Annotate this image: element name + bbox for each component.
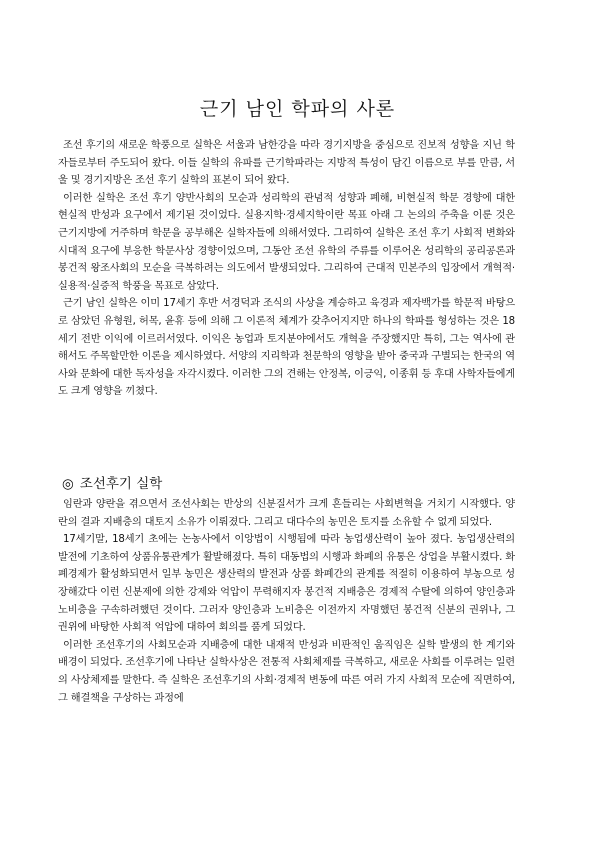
intro-body <box>58 137 515 401</box>
section-body <box>58 496 515 707</box>
paragraph: 이러한 실학은 조선 후기 양반사회의 모순과 성리학의 관념적 성향과 폐해, 비현실적 학문 경향에 대한 현실적 반성과 요구에서 제기된 것이었다. 실용지학·경세지학이란 목표 아래 그 논의의 주축을 이룬 것은 근기지방에 거주하며 학문을 공부해온 실학자들에 의해서였다. 그리하여 실학은 조선 후기 사회적 변화와 시대적 요구에 부응한 학문사상 경향이었으며, 그동안 조선 유학의 주류를 이루어온 성리학의 공리공론과 봉건적 왕조사회의 모순을 극복하려는 의도에서 발생되었다. 그리하여 근대적 민본주의 입장에서 개혁적·실용적·실증적 학풍을 목표로 삼았다. <box>58 192 515 292</box>
paragraph: 이러한 조선후기의 사회모순과 지배층에 대한 내재적 반성과 비판적인 움직임은 실학 발생의 한 계기와 배경이 되었다. 조선후기에 나타난 실학사상은 전통적 사회체제를 극복하고, 새로운 사회를 이루려는 일련의 사상체제를 말한다. 즉 실학은 조선후기의 사회·경제적 변동에 따른 여러 가지 사회적 모순에 직면하여, 그 해결책을 구상하는 과정에 <box>58 639 515 704</box>
paragraph: 17세기말, 18세기 초에는 논농사에서 이앙법이 시행됨에 따라 농업생산력이 높아 졌다. 농업생산력의 발전에 기초하여 상품유통관계가 활발해졌다. 특히 대동법의 시행과 화폐의 유통은 상업을 부활시켰다. 화폐경제가 활성화되면서 일부 농민은 생산력의 발전과 상품 화폐간의 관계를 적절히 이용하여 부농으로 성장해갔다 이런 신분제에 의한 강제와 억압이 무력해지자 봉건적 지배층은 경제적 수탈에 의하여 양인층과 노비층을 구속하려했던 것이다. 그러자 양인층과 노비층은 이전까지 자명했던 봉건적 신분의 권위나, 그 권위에 바탕한 사회적 억압에 대하여 회의를 품게 되었다. <box>58 534 515 634</box>
section-heading-text: 조선후기 실학 <box>79 476 163 492</box>
bullet-circle-icon: ◎ <box>62 476 74 492</box>
section-heading <box>62 472 162 492</box>
paragraph: 조선 후기의 새로운 학풍으로 실학은 서울과 남한강을 따라 경기지방을 중심으로 진보적 성향을 지닌 학자들로부터 주도되어 왔다. 이들 실학의 유파를 근기학파라는 지방적 특성이 담긴 이름으로 부를 만큼, 서울 및 경기지방은 조선 후기 실학의 표본이 되어 왔다. <box>58 140 515 187</box>
paragraph: 근기 남인 실학은 이미 17세기 후반 서경덕과 조식의 사상을 계승하고 육경과 제자백가를 학문적 바탕으로 삼았던 유형원, 허목, 윤휴 등에 의해 그 이론적 체계가 갖추어지지만 하나의 학파를 형성하는 것은 18세기 전반 이익에 이르러서였다. 이익은 농업과 토지분야에서도 개혁을 주장했지만 특히, 그는 역사에 관해서도 주목할만한 이론을 제시하였다. 서양의 지리학과 천문학의 영향을 받아 중국과 구별되는 한국의 역사와 문화에 대한 독자성을 자각시켰다. 이러한 그의 견해는 안정복, 이긍익, 이종휘 등 후대 사학자들에게도 크게 영향을 끼쳤다. <box>58 298 515 398</box>
paragraph: 임란과 양란을 겪으면서 조선사회는 반상의 신분질서가 크게 흔들리는 사회변혁을 거치기 시작했다. 양란의 결과 지배층의 대토지 소유가 이뤄졌다. 그리고 대다수의 농민은 토지를 소유할 수 없게 되었다. <box>58 499 515 528</box>
document-title: 근기 남인 학파의 사론 <box>199 98 396 120</box>
